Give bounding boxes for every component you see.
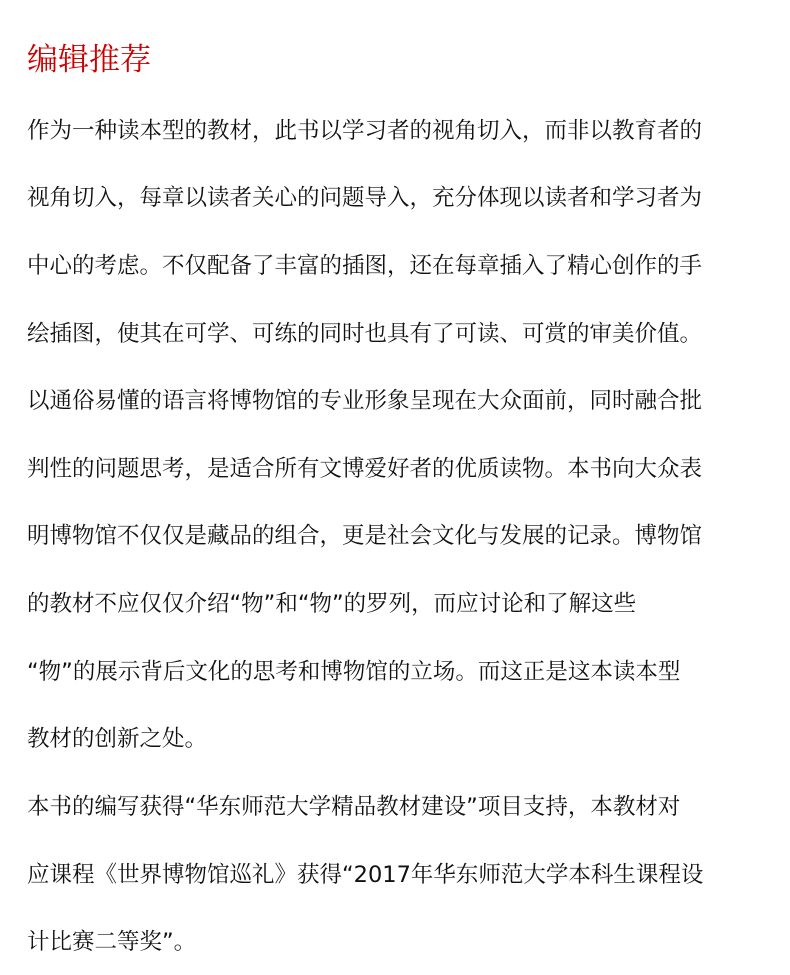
paragraph-line-4: 绘插图，使其在可学、可练的同时也具有了可读、可赏的审美价值。 [27, 321, 703, 347]
section-heading: 编辑推荐 [27, 42, 151, 78]
paragraph-line-10: 教材的创新之处。 [27, 726, 208, 752]
paragraph-line-13: 计比赛二等奖”。 [27, 929, 197, 955]
paragraph-line-6: 判性的问题思考，是适合所有文博爱好者的优质读物。本书向大众表 [27, 456, 703, 482]
paragraph-line-7: 明博物馆不仅仅是藏品的组合，更是社会文化与发展的记录。博物馆 [27, 523, 703, 549]
paragraph-line-2: 视角切入，每章以读者关心的问题导入，充分体现以读者和学习者为 [27, 185, 703, 211]
paragraph-line-1: 作为一种读本型的教材，此书以学习者的视角切入，而非以教育者的 [27, 118, 703, 144]
paragraph-line-12: 应课程《世界博物馆巡礼》获得“2017年华东师范大学本科生课程设 [27, 862, 704, 888]
paragraph-line-5: 以通俗易懂的语言将博物馆的专业形象呈现在大众面前，同时融合批 [27, 388, 703, 414]
paragraph-line-11: 本书的编写获得“华东师范大学精品教材建设”项目支持，本教材对 [27, 794, 681, 820]
paragraph-line-9: “物”的展示背后文化的思考和博物馆的立场。而这正是这本读本型 [27, 659, 681, 685]
paragraph-line-8: 的教材不应仅仅介绍“物”和“物”的罗列，而应讨论和了解这些 [27, 591, 637, 617]
paragraph-line-3: 中心的考虑。不仅配备了丰富的插图，还在每章插入了精心创作的手 [27, 253, 703, 279]
